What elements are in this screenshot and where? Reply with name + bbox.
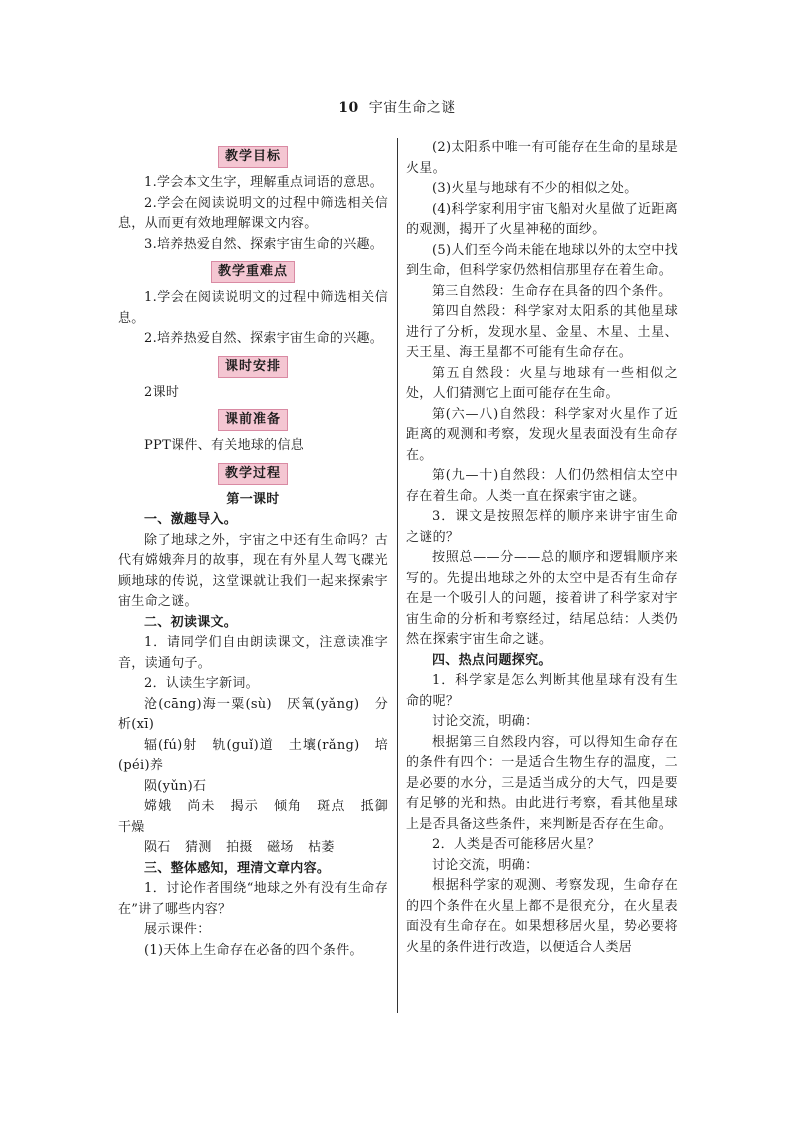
paragraph-summary: 第四自然段：科学家对太阳系的其他星球进行了分析，发现水星、金星、木星、土星、天王星、海王星都不可能有生命存在。 bbox=[406, 304, 678, 360]
preparation-text: PPT课件、有关地球的信息 bbox=[144, 438, 305, 453]
vocab-line: 沧(cāng)海一粟(sù) 厌氧(yǎng) 分析(xī) bbox=[118, 696, 388, 732]
vocab-line: 陨(yǔn)石 bbox=[144, 778, 207, 794]
question-text: 2．人类是否可能移居火星？ bbox=[432, 837, 601, 852]
answer-text: 根据科学家的观测、考察发现，生命存在的四个条件在火星上都不是很充分，在火星表面没有生命存在。如果想移居火星，势必要将火星的条件进行改造，以便适合人类居 bbox=[406, 878, 678, 955]
goals-heading: 教学目标 bbox=[218, 146, 288, 168]
task-text: 2．认读生字新词。 bbox=[144, 676, 259, 691]
content-item: (5)人们至今尚未能在地球以外的太空中找到生命，但科学家仍然相信那里存在着生命。 bbox=[406, 242, 678, 278]
key-points-heading: 教学重难点 bbox=[211, 261, 295, 283]
goal-item: 1.学会本文生字，理解重点词语的意思。 bbox=[144, 175, 384, 190]
step-heading: 一、激趣导入。 bbox=[144, 512, 238, 527]
paragraph-summary: 第三自然段：生命存在具备的四个条件。 bbox=[432, 283, 672, 299]
left-column bbox=[118, 138, 388, 961]
paragraph-summary: 第五自然段：火星与地球有一些相似之处，人们猜测它上面可能存在生命。 bbox=[406, 365, 678, 401]
page-title bbox=[0, 99, 794, 117]
schedule-text: 2课时 bbox=[144, 384, 180, 400]
preparation-heading: 课前准备 bbox=[218, 409, 288, 431]
paragraph-summary: 第(九—十)自然段：人们仍然相信太空中存在着生命。人类一直在探索宇宙之谜。 bbox=[406, 468, 678, 504]
content-item: (4)科学家利用宇宙飞船对火星做了近距离的观测，揭开了火星神秘的面纱。 bbox=[406, 201, 678, 237]
step-heading: 二、初读课文。 bbox=[144, 614, 238, 630]
question-text: 1．讨论作者围绕“地球之外有没有生命存在”讲了哪些内容？ bbox=[118, 881, 388, 917]
discussion-label: 讨论交流，明确： bbox=[432, 714, 539, 729]
step-heading: 三、整体感知，理清文章内容。 bbox=[144, 860, 331, 876]
question-text: 1．科学家是怎么判断其他星球有没有生命的呢？ bbox=[406, 673, 678, 709]
process-heading: 教学过程 bbox=[218, 463, 288, 485]
key-point-item: 1.学会在阅读说明文的过程中筛选相关信息。 bbox=[118, 290, 388, 326]
question-text: 3．课文是按照怎样的顺序来讲宇宙生命之谜的？ bbox=[406, 509, 678, 545]
lesson-title: 宇宙生命之谜 bbox=[368, 100, 456, 116]
content-item: (3)火星与地球有不少的相似之处。 bbox=[432, 181, 638, 196]
step-heading: 四、热点问题探究。 bbox=[432, 652, 552, 668]
column-divider bbox=[397, 138, 398, 1013]
paragraph-summary: 第(六—八)自然段：科学家对火星作了近距离的观测和考察，发现火星表面没有生命存在。 bbox=[406, 406, 678, 463]
vocab-line: 嫦娥 尚未 揭示 倾角 斑点 抵御 干燥 bbox=[118, 799, 388, 835]
vocab-line: 辐(fú)射 轨(guǐ)道 土壤(rǎng) 培(péi)养 bbox=[118, 737, 388, 773]
vocab-line: 陨石 猜测 拍摄 磁场 枯萎 bbox=[144, 840, 335, 855]
discussion-label: 讨论交流，明确： bbox=[432, 857, 539, 873]
content-item: (1)天体上生命存在必备的四个条件。 bbox=[144, 942, 363, 958]
schedule-heading: 课时安排 bbox=[218, 356, 288, 378]
content-item: (2)太阳系中唯一有可能存在生命的星球是火星。 bbox=[406, 140, 678, 176]
goal-item: 3.培养热爱自然、探索宇宙生命的兴趣。 bbox=[144, 236, 384, 252]
key-point-item: 2.培养热爱自然、探索宇宙生命的兴趣。 bbox=[144, 331, 384, 346]
answer-text: 根据第三自然段内容，可以得知生命存在的条件有四个：一是适合生物生存的温度，二是必要的水分，三是适当成分的大气，四是要有足够的光和热。由此进行考察，看其他星球上是否具备这些条件，来判断是否存在生命。 bbox=[406, 734, 678, 832]
right-column bbox=[406, 138, 678, 958]
task-text: 1．请同学们自由朗读课文，注意读准字音，读通句子。 bbox=[118, 635, 388, 671]
goal-item: 2.学会在阅读说明文的过程中筛选相关信息，从而更有效地理解课文内容。 bbox=[118, 195, 388, 231]
lesson-number: 10 bbox=[338, 100, 359, 116]
intro-paragraph: 除了地球之外，宇宙之中还有生命吗？古代有嫦娥奔月的故事，现在有外星人驾飞碟光顾地球的传说，这堂课就让我们一起来探索宇宙生命之谜。 bbox=[118, 532, 388, 609]
show-label: 展示课件： bbox=[144, 922, 211, 937]
lesson-subheading: 第一课时 bbox=[226, 491, 280, 507]
answer-text: 按照总——分——总的顺序和逻辑顺序来写的。先提出地球之外的太空中是否有生命存在是一个吸引人的问题，接着讲了科学家对宇宙生命的分析和考察经过，结尾总结：人类仍然在探索宇宙生命之谜。 bbox=[406, 550, 678, 647]
